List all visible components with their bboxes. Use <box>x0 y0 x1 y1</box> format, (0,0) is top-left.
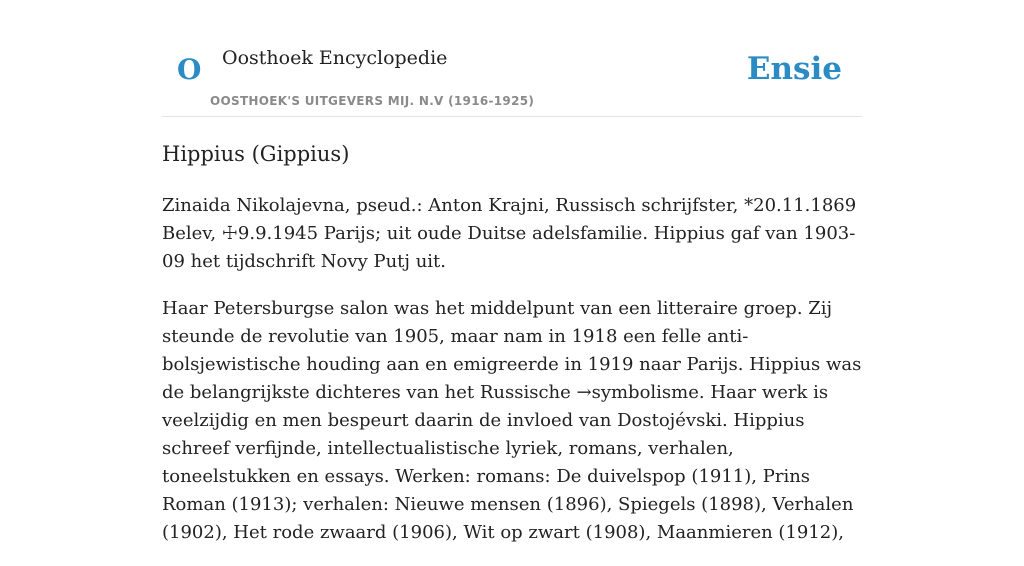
brand-logo[interactable]: Ensie <box>746 51 842 87</box>
article-paragraph: Zinaida Nikolajevna, pseud.: Anton Krajni, Russisch schrijfster, *20.11.1869 Belev, ☩9.9.1945 Parijs; uit oude Duitse adelsfamilie. Hippius gaf van 1903-09 het tijdschrift Novy Putj uit. <box>162 195 857 272</box>
article-title: Hippius (Gippius) <box>162 142 350 166</box>
publisher-label: OOSTHOEK'S UITGEVERS MIJ. N.V (1916-1925) <box>210 94 535 108</box>
article <box>162 138 862 566</box>
site-header <box>162 0 862 117</box>
article-paragraph: Haar Petersburgse salon was het middelpunt van een litteraire groep. Zij steunde de revolutie van 1905, maar nam in 1918 een felle anti-bolsjewistische houding aan en emigreerde in 1919 naar Parijs. Hippius was de belangrijkste dichteres van het Russische →symbolisme. Haar werk is veelzijdig en men bespeurt daarin de invloed van Dostojévski. Hippius schreef verfijnde, intellectualistische lyriek, romans, verhalen, toneelstukken en essays. Werken: romans: De duivelspop (1911), Prins Roman (1913); verhalen: Nieuwe mensen (1896), Spiegels (1898), Verhalen (1902), Het rode zwaard (1906), Wit op zwart (1908), Maanmieren (1912), <box>162 298 862 543</box>
book-title[interactable]: Oosthoek Encyclopedie <box>222 47 448 69</box>
book-logo[interactable]: O <box>177 53 202 86</box>
